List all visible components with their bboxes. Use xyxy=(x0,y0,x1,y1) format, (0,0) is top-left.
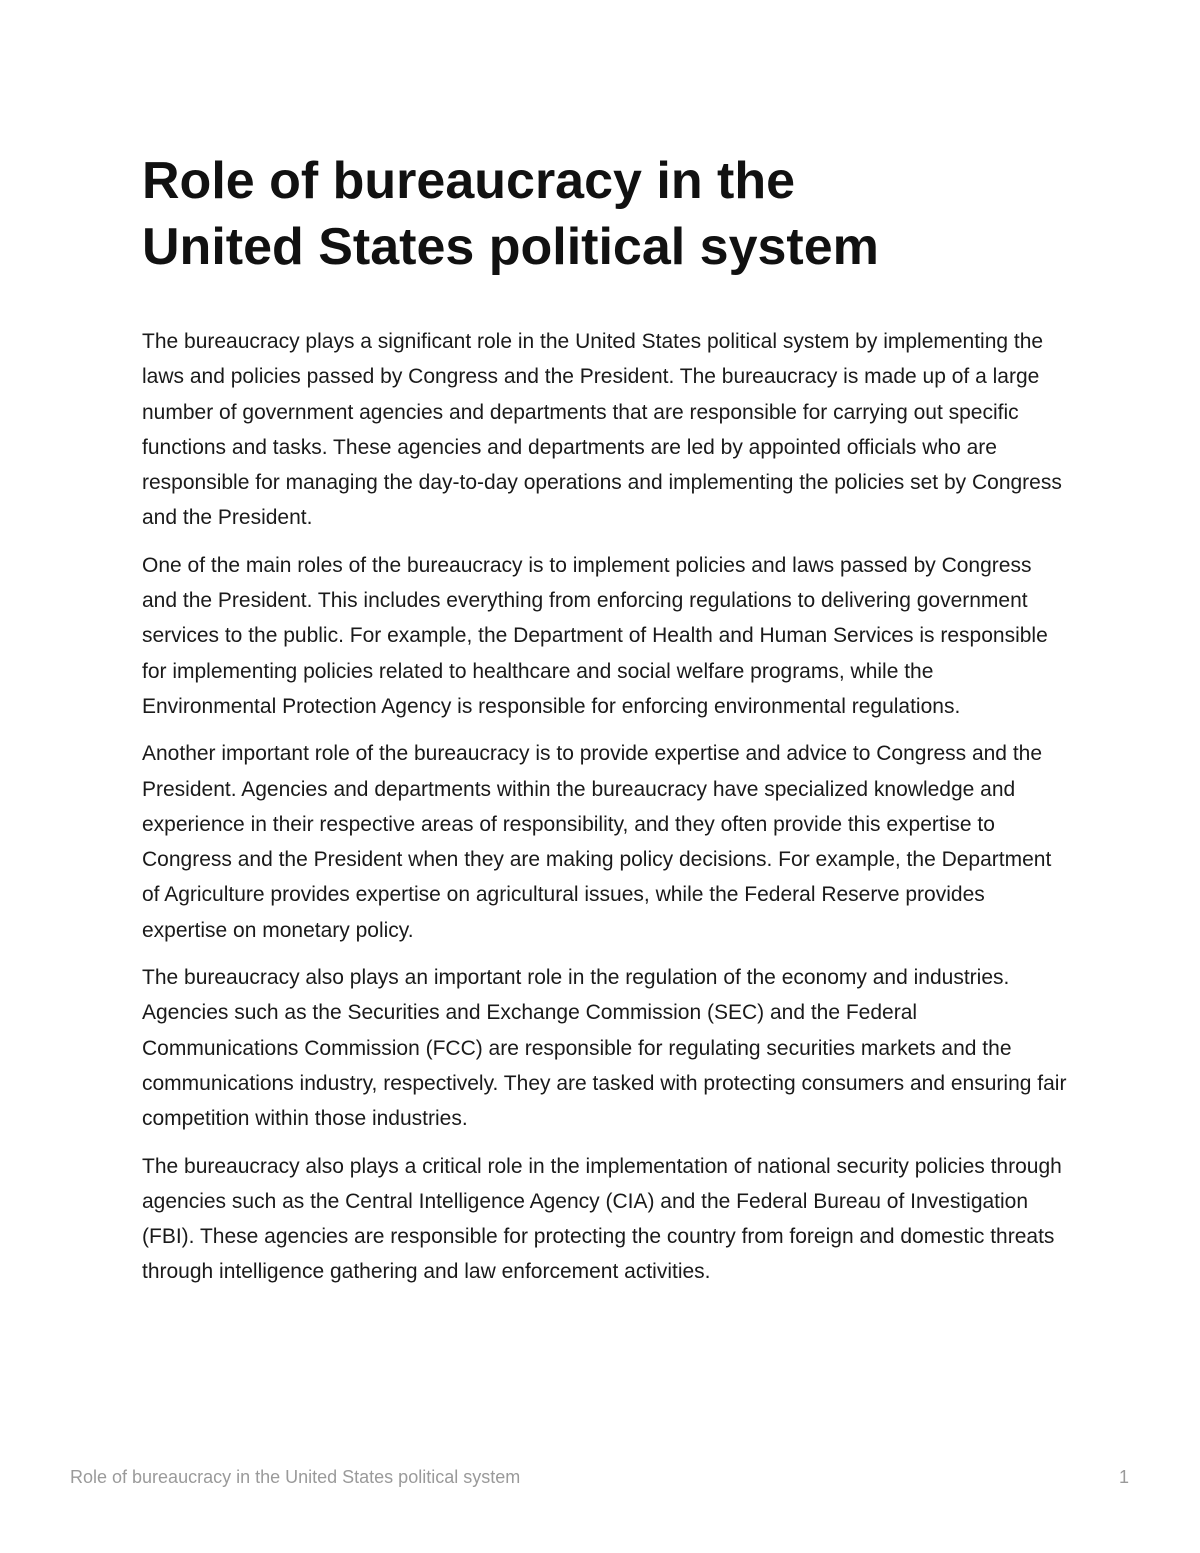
paragraph-1: The bureaucracy plays a significant role in the United States political system by implementing the laws and policies passed by Congress and the President. The bureaucracy is made up of a large number of government agencies and departments that are responsible for carrying out specific functions and tasks. These agencies and departments are led by appointed officials who are responsible for managing the day-to-day operations and implementing the policies set by Congress and the President. xyxy=(142,330,1062,530)
page-title xyxy=(142,148,1072,280)
document-body xyxy=(142,324,1072,1290)
paragraph-4: The bureaucracy also plays an important role in the regulation of the economy and industries. Agencies such as the Securities and Exchange Commission (SEC) and the Federal Communications Commission (FCC) are responsible for regulating securities markets and the communications industry, respectively. They are tasked with protecting consumers and ensuring fair competition within those industries. xyxy=(142,966,1067,1131)
page-title-line-2: United States political system xyxy=(142,218,879,276)
document-content xyxy=(142,148,1072,1302)
paragraph-5: The bureaucracy also plays a critical role in the implementation of national security policies through agencies such as the Central Intelligence Agency (CIA) and the Federal Bureau of Investigation (FBI). These agencies are responsible for protecting the country from foreign and domestic threats through intelligence gathering and law enforcement activities. xyxy=(142,1154,1062,1284)
paragraph-3: Another important role of the bureaucracy is to provide expertise and advice to Congress and the President. Agencies and departments within the bureaucracy have specialized knowledge and experience in their respective areas of responsibility, and they often provide this expertise to Congress and the President when they are making policy decisions. For example, the Department of Agriculture provides expertise on agricultural issues, while the Federal Reserve provides expertise on monetary policy. xyxy=(142,742,1052,942)
footer-page-number: 1 xyxy=(1118,1467,1129,1487)
paragraph-2: One of the main roles of the bureaucracy is to implement policies and laws passed by Congress and the President. This includes everything from enforcing regulations to delivering government services to the public. For example, the Department of Health and Human Services is responsible for implementing policies related to healthcare and social welfare programs, while the Environmental Protection Agency is responsible for enforcing environmental regulations. xyxy=(142,553,1048,718)
page-title-line-1: Role of bureaucracy in the xyxy=(142,152,796,210)
footer-title: Role of bureaucracy in the United States political system xyxy=(70,1467,521,1487)
